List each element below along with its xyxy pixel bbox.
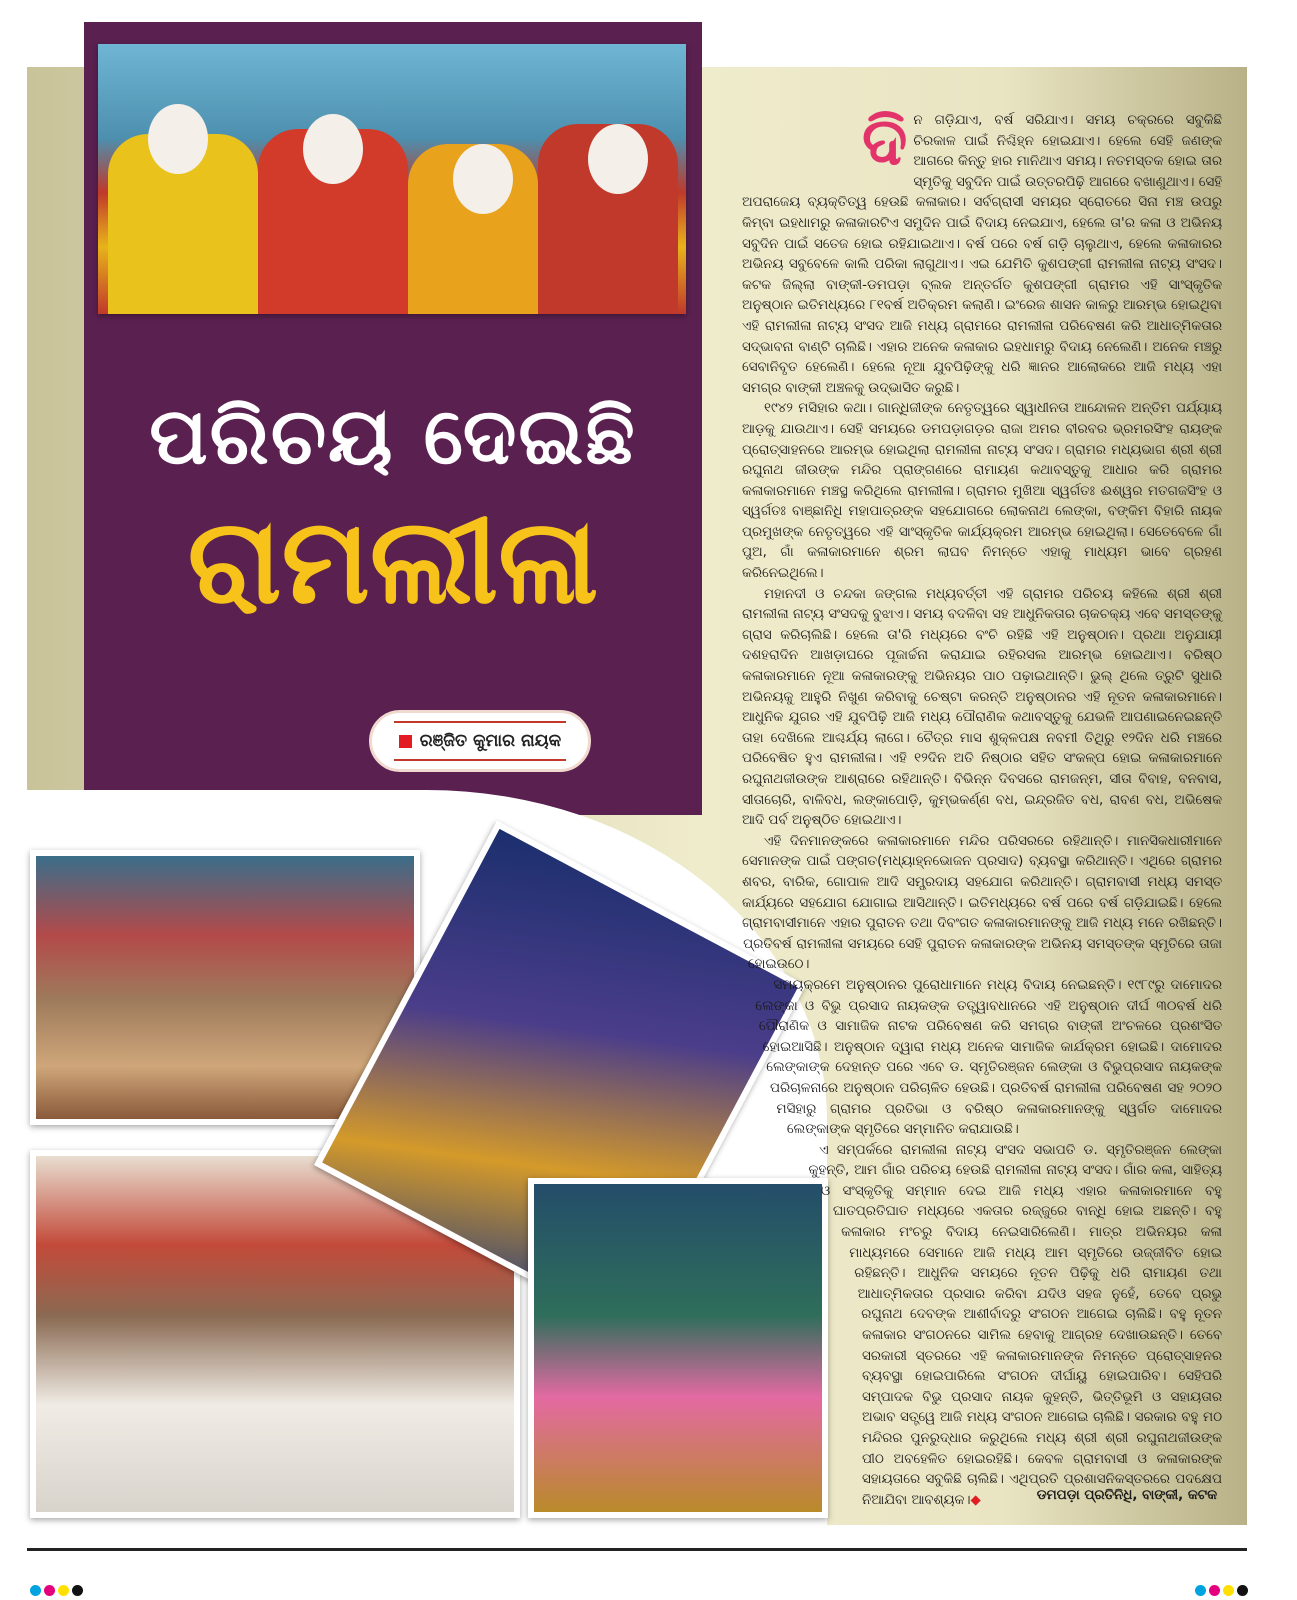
end-mark-icon: ◆ — [970, 1492, 981, 1508]
photo-actors-costumed — [98, 44, 686, 314]
paragraph: ମହାନଦୀ ଓ ଚନ୍ଦକା ଜଙ୍ଗଲ ମଧ୍ୟବର୍ତ୍ତୀ ଏହି ଗ୍ରାମର ପରିଚୟ କହିଲେ ଶ୍ରୀ ଶ୍ରୀ ରାମଲୀଳା ନାଟ୍ୟ ସଂସଦକୁ ବୁଝାଏ। ସମୟ ବଦଳିବା ସହ ଆଧୁନିକତାର ଚାକଚକ୍ୟ ଏବେ ସମସ୍ତଙ୍କୁ ଗ୍ରାସ କରିଚାଲିଛି। ହେଲେ ତା'ରି ମଧ୍ୟରେ ବଂଚି ରହିଛି ଏହି ଅନୁଷ୍ଠାନ। ପ୍ରଥା ଅନୁଯାୟୀ ଦଶହରାଦିନ ଆଖଡ଼ାଘରେ ପୂଜାର୍ଚ୍ଚନା କରାଯାଇ ରହିରସଲ ଆରମ୍ଭ ହୋଇଥାଏ। ବରିଷ୍ଠ କଳାକାରମାନେ ନୂଆ କଳାକାରଙ୍କୁ ଅଭିନୟର ପାଠ ପଢ଼ାଇଥାନ୍ତି। ଭୁଲ୍ ଥିଲେ ତ୍ରୁଟି ସୁଧାରି ଅଭିନୟକୁ ଆହୁରି ନିଖୁଣ କରିବାକୁ ଚେଷ୍ଟା କରନ୍ତି ଅନୁଷ୍ଠାନର ଏହି ନୂତନ କଳାକାରମାନେ। ଆଧୁନିକ ଯୁଗର ଏହି ଯୁବପିଢ଼ି ଆଜି ମଧ୍ୟ ପୌରାଣିକ କଥାବସ୍ତୁକୁ ଯେଭଳି ଆପଣାଇନେଇଛନ୍ତି ତାହା ଦେଖିଲେ ଆଶ୍ଚର୍ଯ୍ୟ ଲାଗେ। ଚୈତ୍ର ମାସ ଶୁକ୍ଳପକ୍ଷ ନବମୀ ତିଥିରୁ ୧୨ଦିନ ଧରି ମଞ୍ଚରେ ପରିବେଷିତ ହୁଏ ରାମଲୀଳା। ଏହି ୧୨ଦିନ ଅତି ନିଷ୍ଠାର ସହିତ ସଂକଳ୍ପ ହୋଇ କଳାକାରମାନେ ରଘୁନାଥଜୀଉଙ୍କ ଆଶ୍ରାରେ ରହିଥାନ୍ତି। ବିଭିନ୍ନ ଦିବସରେ ରାମଜନ୍ମ, ସୀତା ବିବାହ, ବନବାସ, ସୀତାଚୋରି, ବାଳିବଧ, ଲଙ୍କାପୋଡ଼ି, କୁମ୍ଭକର୍ଣ୍ଣ ବଧ, ଇନ୍ଦ୍ରଜିତ ବଧ, ରାବଣ ବଧ, ଅଭିଷେକ ଆଦି ପର୍ବ ଅନୁଷ୍ଠିତ ହୋଇଥାଏ। — [742, 586, 1222, 829]
byline — [369, 710, 591, 772]
paragraph: ସମୟକ୍ରମେ ଅନୁଷ୍ଠାନର ପୁରୋଧାମାନେ ମଧ୍ୟ ବିଦାୟ ନେଇଛନ୍ତି। ୧୯୮୯ରୁ ଦାମୋଦର ଲେଙ୍କା ଓ ବିଭୁ ପ୍ରସାଦ ନାୟକଙ୍କ ତତ୍ତ୍ୱାବଧାନରେ ଏହି ଅନୁଷ୍ଠାନ ଦୀର୍ଘ ୩୦ବର୍ଷ ଧରି ପୌରାଣିକ ଓ ସାମାଜିକ ନାଟକ ପରିବେଷଣ କରି ସମଗ୍ର ବାଙ୍କୀ ଅଂଚଳରେ ପ୍ରଶଂସିତ ହୋଇଆସିଛି। ଅନୁଷ୍ଠାନ ଦ୍ୱାରା ମଧ୍ୟ ଅନେକ ସାମାଜିକ କାର୍ଯକ୍ରମ ହୋଇଛି। ଦାମୋଦର ଲେଙ୍କାଙ୍କ ଦେହାନ୍ତ ପରେ ଏବେ ଡ. ସ୍ମୃତିରଞ୍ଜନ ଲେଙ୍କା ଓ ବିଭୁପ୍ରସାଦ ନାୟକଙ୍କ ପରିଚାଳନାରେ ଅନୁଷ୍ଠାନ ପରିଚାଳିତ ହେଉଛି। ପ୍ରତିବର୍ଷ ରାମଲୀଳା ପରିବେଷଣ ସହ ୨୦୨୦ ମସିହାରୁ ଗ୍ରାମର ପ୍ରତିଭା ଓ ବରିଷ୍ଠ କଳାକାରମାନଙ୍କୁ ସ୍ୱର୍ଗତ ଦାମୋଦର ଲେଙ୍କାଙ୍କ ସ୍ମୃତିରେ ସମ୍ମାନିତ କରାଯାଉଛି। — [755, 977, 1222, 1138]
byline-author: ରଞ୍ଜିତ କୁମାର ନାୟକ — [419, 731, 562, 751]
page-rule — [27, 1548, 1247, 1551]
headline-line2: ରାମଲୀଳା — [187, 492, 599, 630]
bullet-square-icon — [399, 735, 412, 748]
dateline: ଡମପଡ଼ା ପ୍ରତିନିଧି, ବାଙ୍କୀ, କଟକ — [1036, 1488, 1217, 1503]
print-registration-marks — [30, 1585, 83, 1596]
paragraph: ଏ ସମ୍ପର୍କରେ ରାମଲୀଳା ନାଟ୍ୟ ସଂସଦ ସଭାପତି ଡ. ସ୍ମୃତିରଞ୍ଜନ ଲେଙ୍କା କୁହନ୍ତି, ଆମ ଗାଁର ପରିଚୟ ହେଉଛି ରାମଲୀଳା ନାଟ୍ୟ ସଂସଦ। ଗାଁର କଳା, ସାହିତ୍ୟ ଓ ସଂସ୍କୃତିକୁ ସମ୍ମାନ ଦେଇ ଆଜି ମଧ୍ୟ ଏହାର କଳାକାରମାନେ ବହୁ ଘାତପ୍ରତିଘାତ ମଧ୍ୟରେ ଏକତାର ରଜ୍ଜୁରେ ବାନ୍ଧି ହୋଇ ଅଛନ୍ତି। ବହୁ କଳାକାର ମଂଚରୁ ବିଦାୟ ନେଇସାରିଲେଣି। ମାତ୍ର ଅଭିନୟର କଳା ମାଧ୍ୟମରେ ସେମାନେ ଆଜି ମଧ୍ୟ ଆମ ସ୍ମୃତିରେ ଉଜ୍ଜୀବିତ ହୋଇ ରହିଛନ୍ତି। ଆଧୁନିକ ସମୟରେ ନୂତନ ପିଢ଼ିକୁ ଧରି ରାମାୟଣ ତଥା ଆଧାତ୍ମିକତାର ପ୍ରସାର କରିବା ଯଦିଓ ସହଜ ନୁହେଁ, ତେବେ ପ୍ରଭୁ ରଘୁନାଥ ଦେବଙ୍କ ଆଶୀର୍ବାଦରୁ ସଂଗଠନ ଆଗେଇ ଚାଲିଛି। ବହୁ ନୂତନ କଳାକାର ସଂଗଠନରେ ସାମିଲ ହେବାକୁ ଆଗ୍ରହ ଦେଖାଉଛନ୍ତି। ତେବେ ସରକାରୀ ସ୍ତରରେ ଏହି କଳାକାରମାନଙ୍କ ନିମନ୍ତେ ପ୍ରୋତ୍ସାହନର ବ୍ୟବସ୍ଥା ହୋଇପାରିଲେ ସଂଗଠନ ଦୀର୍ଘାୟୁ ହୋଇପାରିବ। ସେହିପରି ସମ୍ପାଦକ ବିଭୁ ପ୍ରସାଦ ନାୟକ କୁହନ୍ତି, ଭିତ୍ତିଭୂମି ଓ ସହାୟତାର ଅଭାବ ସତ୍ତ୍ୱେ ଆଜି ମଧ୍ୟ ସଂଗଠନ ଆଗେଇ ଚାଲିଛି। ସରକାର ବହୁ ମଠ ମନ୍ଦିରର ପୁନରୁଦ୍ଧାର କରୁଥିଲେ ମଧ୍ୟ ଶ୍ରୀ ଶ୍ରୀ ରଘୁନାଥଜୀଉଙ୍କ ପୀଠ ଅବହେଳିତ ହୋଇରହିଛି। କେବଳ ଗ୍ରାମବାସୀ ଓ କଳାକାରଙ୍କ ସହାୟତାରେ ସବୁକିଛି ଚାଲିଛି। ଏଥିପ୍ରତି ପ୍ରଶାସନିକସ୍ତରରେ ପଦକ୍ଷେପ ନିଆଯିବା ଆବଶ୍ୟକ।◆ — [808, 1142, 1222, 1508]
paragraph: ଏହି ଦିନମାନଙ୍କରେ କଳାକାରମାନେ ମନ୍ଦିର ପରିସରରେ ରହିଥାନ୍ତି। ମାନସିକଧାରୀମାନେ ସେମାନଙ୍କ ପାଇଁ ପଙ୍ଗତ(ମଧ୍ୟାହ୍ନଭୋଜନ ପ୍ରସାଦ) ବ୍ୟବସ୍ଥା କରିଥାନ୍ତି। ଏଥିରେ ଗ୍ରାମର ଶବର, ବାରିକ, ଗୋପାଳ ଆଦି ସମ୍ପ୍ରଦାୟ ସହଯୋଗ କରିଥାନ୍ତି। ଗ୍ରାମବାସୀ ମଧ୍ୟ ସମସ୍ତ କାର୍ଯ୍ୟରେ ସହଯୋଗ ଯୋଗାଇ ଆସିଥାନ୍ତି। ଇତିମଧ୍ୟରେ ବର୍ଷ ପରେ ବର୍ଷ ଗଡ଼ିଯାଇଛି। ହେଲେ ଗ୍ରାମବାସୀମାନେ ଏହାର ପୁରାତନ ତଥା ଦିବଂଗତ କଳାକାରମାନଙ୍କୁ ଆଜି ମଧ୍ୟ ମନେ ରଖିଛନ୍ତି। ପ୍ରତିବର୍ଷ ରାମଲୀଳା ସମୟରେ ସେହି ପୁରାତନ କଳାକାରଙ୍କ ଅଭିନୟ ସମସ୍ତଙ୍କ ସ୍ମୃତିରେ ତାଜା ହୋଇଉଠେ। — [742, 833, 1222, 973]
article-body — [742, 103, 1222, 1511]
drop-cap: ଦି — [862, 103, 908, 180]
paragraph: ନ ଗଡ଼ିଯାଏ, ବର୍ଷ ସରିଯାଏ। ସମୟ ଚକ୍ରରେ ସବୁକିଛି ଚିରକାଳ ପାଇଁ ନିଶ୍ଚିହ୍ନ ହୋଇଯାଏ। ହେଲେ ସେହି ଜଣଙ୍କ ଆଗରେ କିନ୍ତୁ ହାର ମାନିଥାଏ ସମୟ। ନତମସ୍ତକ ହୋଇ ତାର ସ୍ମୃତିକୁ ସବୁଦିନ ପାଇଁ ଉତ୍ତରପିଢ଼ି ଆଗରେ ବଖାଣୁଥାଏ। ସେହି ଅପରାଜେୟ ବ୍ୟକ୍ତିତ୍ୱ ହେଉଛି କଳାକାର। ସର୍ବଗ୍ରାସୀ ସମୟର ସ୍ରୋତରେ ସିନା ମଞ୍ଚ ଉପରୁ କିମ୍ବା ଇହଧାମରୁ କଳାକାରଟିଏ ସମୁଦିନ ପାଇଁ ବିଦାୟ ନେଇଯାଏ, ହେଲେ ତା'ର କଳା ଓ ଅଭିନୟ ସବୁଦିନ ପାଇଁ ସତେଜ ହୋଇ ରହିଯାଇଥାଏ। ବର୍ଷ ପରେ ବର୍ଷ ଗଡ଼ି ଚାଲୁଥାଏ, ହେଲେ କଳାକାରର ଅଭିନୟ ସବୁବେଳେ କାଲି ପରିକା ଲାଗୁଥାଏ। ଏଇ ଯେମିତି କୁଶପଙ୍ଗୀ ରାମଲୀଳା ନାଟ୍ୟ ସଂସଦ। କଟକ ଜିଲ୍ଲା ବାଙ୍କୀ-ଡମପଡ଼ା ବ୍ଲକ ଅନ୍ତର୍ଗତ କୁଶପଙ୍ଗୀ ଗ୍ରାମର ଏହି ସାଂସ୍କୃତିକ ଅନୁଷ୍ଠାନ ଇତିମଧ୍ୟରେ ୮୧ବର୍ଷ ଅତିକ୍ରମ କଲାଣି। ଇଂରେଜ ଶାସନ କାଳରୁ ଆରମ୍ଭ ହୋଇଥିବା ଏହି ରାମଲୀଳା ନାଟ୍ୟ ସଂସଦ ଆଜି ମଧ୍ୟ ଗ୍ରାମରେ ରାମଲୀଳା ପରିବେଷଣ କରି ଆଧାତ୍ମିକତାର ସଦ୍ଭାବନା ବାଣ୍ଟି ଚାଲିଛି। ଏହାର ଅନେକ କଳାକାର ଇହଧାମରୁ ବିଦାୟ ନେଲେଣି। ଅନେକ ମଞ୍ଚରୁ ସେବାନିବୃତ ହେଲେଣି। ହେଲେ ନୂଆ ଯୁବପିଢ଼ିଙ୍କୁ ଧରି ଜ୍ଞାନର ଆଲୋକରେ ଆଜି ମଧ୍ୟ ଏହା ସମଗ୍ର ବାଙ୍କୀ ଅଞ୍ଚଳକୁ ଉଦ୍ଭାସିତ କରୁଛି। — [742, 113, 1222, 396]
paragraph: ୧୯୪୨ ମସିହାର କଥା। ଗାନ୍ଧିଜୀଙ୍କ ନେତୃତ୍ୱରେ ସ୍ୱାଧୀନତା ଆନ୍ଦୋଳନ ଅନ୍ତିମ ପର୍ଯ୍ୟାୟ ଆଡ଼କୁ ଯାଉଥାଏ। ସେହି ସମୟରେ ଡମପଡ଼ାଗଡ଼ର ରାଜା ଅମର ବୀରବର ଭ୍ରମରସିଂହ ରାୟଙ୍କ ପ୍ରୋତ୍ସାହନରେ ଆରମ୍ଭ ହୋଇଥିଲା ରାମଲୀଳା ନାଟ୍ୟ ସଂସଦ। ଗ୍ରାମର ମଧ୍ୟଭାଗ ଶ୍ରୀ ଶ୍ରୀ ରଘୁନାଥ ଜୀଉଙ୍କ ମନ୍ଦିର ପ୍ରାଙ୍ଗଣରେ ରାମାୟଣ କଥାବସ୍ତୁକୁ ଆଧାର କରି ଗ୍ରାମର କଳାକାରମାନେ ମଞ୍ଚସ୍ଥ କରିଥିଲେ ରାମଲୀଳା। ଗ୍ରାମର ମୁଖିଆ ସ୍ୱର୍ଗତଃ ଈଶ୍ୱର ମତଗଜସିଂହ ଓ ସ୍ୱର୍ଗତଃ ବାଞ୍ଛାନିଧି ମହାପାତ୍ରଙ୍କ ସହଯୋଗରେ ଲୋକନାଥ ଲେଙ୍କା, ବଙ୍କିମ ବିହାରି ନାୟକ ପ୍ରମୁଖଙ୍କ ନେତୃତ୍ୱରେ ଏହି ସାଂସ୍କୃତିକ କାର୍ଯ୍ୟକ୍ରମ ଆରମ୍ଭ ହୋଇଥିଲା। ସେତେବେଳେ ଗାଁ ପୁଅ, ଗାଁ କଳାକାରମାନେ ଶ୍ରମ ଲାଘବ ନିମନ୍ତେ ଏହାକୁ ମାଧ୍ୟମ ଭାବେ ଗ୍ରହଣ କରିନେଇଥିଲେ। — [742, 401, 1222, 582]
headline-line1: ପରିଚୟ ଦେଇଛି — [149, 392, 637, 482]
print-registration-marks — [1195, 1585, 1248, 1596]
